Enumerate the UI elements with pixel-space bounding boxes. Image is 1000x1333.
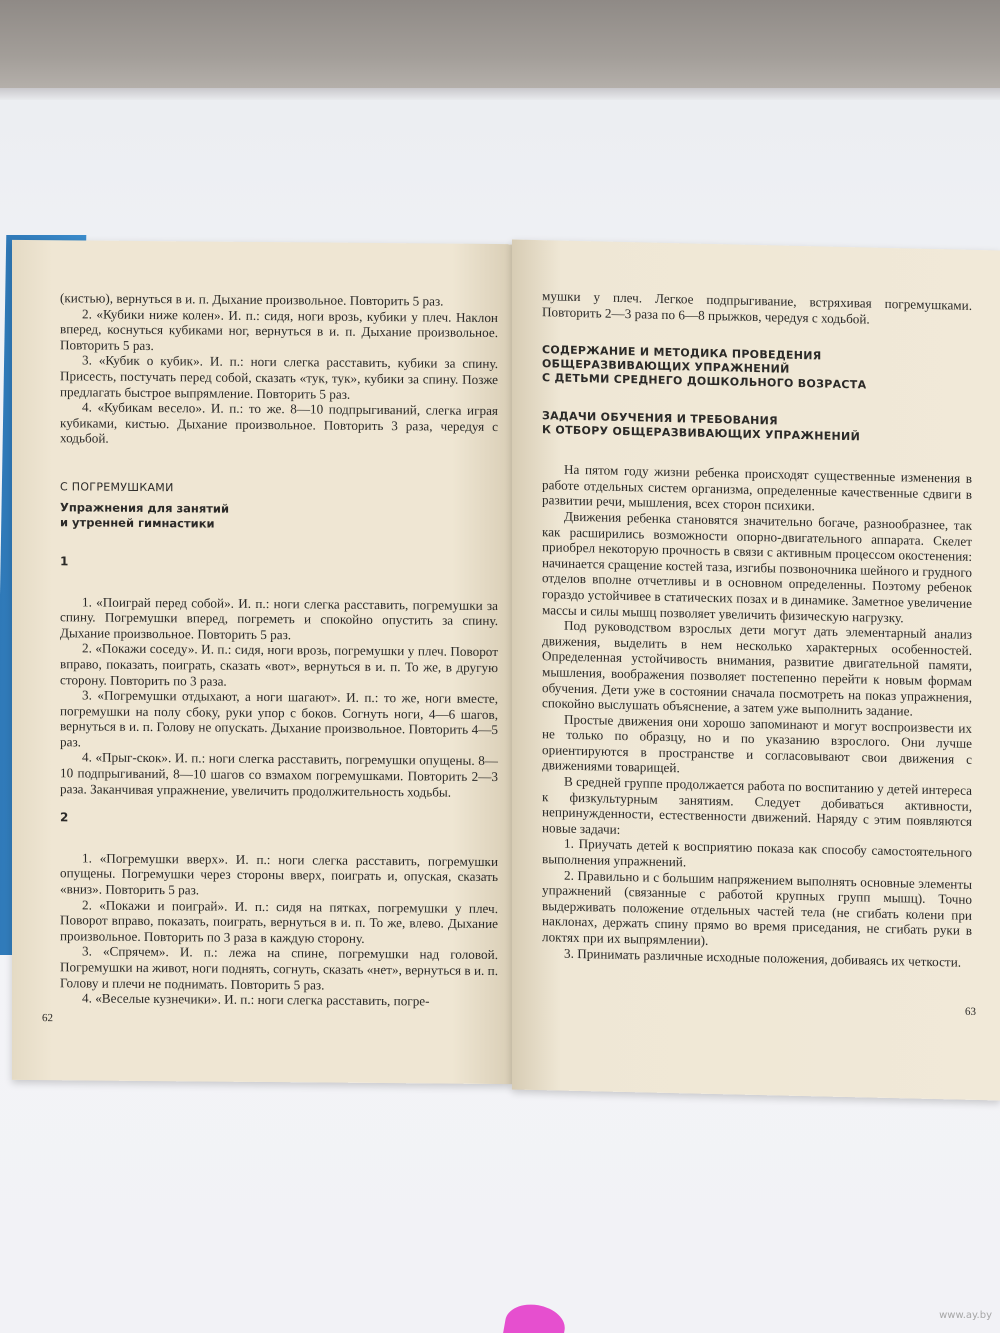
left-page-text: [60, 290, 498, 1010]
book-page-right: [512, 239, 1000, 1100]
left-paragraph: 2. «Покажи соседу». И. п.: сидя, ноги врозь, погремушки у плеч. Поворот вправо, показать, поиграть, сказать «вот», вернуться в и. п. То же, в другую сторону. Повторить по 3 раза.: [60, 640, 498, 689]
right-paragraph: 1. Приучать детей к восприятию показа как способу самостоятельного выполнения упражнений.: [542, 836, 972, 870]
book-page-left: [12, 240, 512, 1084]
left-paragraph: 4. «Веселые кузнечики». И. п.: ноги слегка расставить, погре-: [82, 990, 430, 1009]
section-heading-line: ЗАДАЧИ ОБУЧЕНИЯ И ТРЕБОВАНИЯ: [542, 409, 778, 428]
section-label: С ПОГРЕМУШКАМИ: [60, 480, 174, 495]
right-paragraph: На пятом году жизни ребенка происходят существенные изменения в работе отдельных систем организма, определенные качественные сдвиги в развитии речи, мышления, всех сторон психики.: [542, 461, 972, 514]
right-paragraph: 3. Принимать различные исходные положения, добиваясь их четкости.: [564, 945, 962, 970]
right-paragraph: В средней группе продолжается работа по воспитанию у детей интереса к физкультурным занятиям. Следует добиваться активности, непринужденности, естественности движений. Наряду с этим появляются новые задачи:: [542, 773, 972, 837]
left-paragraph: 3. «Спрячем». И. п.: лежа на спине, погремушки над головой. Погремушки на живот, ноги поднять, согнуть, сказать «нет», вернуться в и. п. Голову и плечи не поднимать. Повторить 5 раз.: [60, 943, 498, 993]
left-paragraph: 3. «Погремушки отдыхают, а ноги шагают». И. п.: то же, ноги вместе, погремушки на полу сбоку, руки упор с боков. Согнуть ноги, 4—6 шагов, вернуться в и. п. Голову не опускать. Дыхание произвольное. Повторить 4—5 раз.: [60, 687, 498, 750]
right-paragraph: Движения ребенка становятся значительно богаче, разнообразнее, так как расширились возможности опорно-двигательного аппарата. Скелет приобрел некоторую прочность в связи с активным процессом окостенения: начинается сращение костей таза, изгибы позвоночника шейного и грудного отделов вполне отчетливы и в основном определенны. Поэтому ребенок гораздо устойчивее в статических позах и в динамике. Заметное увеличение массы и силы мышц позволяет увеличить физическую нагрузку.: [542, 508, 972, 625]
left-paragraph: (кистью), вернуться в и. п. Дыхание произвольное. Повторить 5 раз.: [60, 290, 444, 309]
right-paragraph: Под руководством взрослых дети могут дать элементарный анализ движения, выделить в нем несколько характерных особенностей. Определенная устойчивость внимания, развитие двигательной памяти, мышления, воображения позволяет постепенно перейти к новым формам обучения. Дети уже в состоянии сначала посмотреть на показ упражнения, спокойно выслушать объяснение, а затем уже выполнить задание.: [542, 617, 972, 719]
right-page-text: [542, 288, 972, 970]
right-paragraph: мушки у плеч. Легкое подпрыгивание, встряхивая погремушками. Повторить 2—3 раза по 6—8 прыжков, чередуя с ходьбой.: [542, 288, 972, 327]
left-paragraph: 2. «Кубики ниже колен». И. п.: сидя, ноги врозь, кубики у плеч. Наклон вперед, коснуться кубиками ног, вернуться в и. п. Дыхание произвольное. Повторить 5 раз.: [60, 306, 498, 353]
page-number: 63: [965, 1005, 976, 1018]
chapter-heading-line: СОДЕРЖАНИЕ И МЕТОДИКА ПРОВЕДЕНИЯ: [542, 343, 822, 363]
exercise-set-number: 1: [60, 554, 69, 569]
watermark: www.ay.by: [939, 1310, 992, 1321]
chapter-heading-line: ОБЩЕРАЗВИВАЮЩИХ УПРАЖНЕНИЙ: [542, 357, 790, 376]
background-wall: [0, 0, 1000, 95]
chapter-heading-line: С ДЕТЬМИ СРЕДНЕГО ДОШКОЛЬНОГО ВОЗРАСТА: [542, 371, 867, 392]
page-number: 62: [42, 1012, 53, 1025]
exercise-set-number: 2: [60, 810, 69, 825]
subsection-heading-line: Упражнения для занятий: [60, 500, 230, 516]
left-paragraph: 4. «Прыг-скок». И. п.: ноги слегка расставить, погремушки опущены. 8—10 подпрыгиваний, 8—10 шагов со взмахом погремушками. Повторить 2—3 раза. Заканчивая упражнение, увеличить продолжительность ходьбы.: [60, 749, 498, 800]
left-paragraph: 1. «Поиграй перед собой». И. п.: ноги слегка расставить, погремушки за спину. Погремушки вперед, погреметь и спокойно опустить за спину. Дыхание произвольное. Повторить 5 раз.: [60, 593, 498, 642]
left-paragraph: 4. «Кубикам весело». И. п.: то же. 8—10 подпрыгиваний, слегка играя кубиками, кистью. Дыхание произвольное. Повторить 3 раза, чередуя с ходьбой.: [60, 399, 498, 447]
subsection-heading-line: и утренней гимнастики: [60, 515, 215, 531]
right-paragraph: Простые движения они хорошо запоминают и могут воспроизвести их не только по образцу, но и по указанию взрослого. Они лучше ориентируются в пространстве и согласовывают свои движения с движениями товарищей.: [542, 711, 972, 776]
right-paragraph: 2. Правильно и с большим напряжением выполнять основные элементы упражнений (связанные с работой крупных групп мышц). Точно выдерживать положение отдельных частей тела (не сгибать колени при наклонах, держать спину прямо во время приседания, не сгибать руки в локтях при их выпрямлении).: [542, 867, 972, 948]
left-paragraph: 3. «Кубик о кубик». И. п.: ноги слегка расставить, кубики за спину. Присесть, постучать перед собой, сказать «тук, тук», кубики за спину. Позже предлагать быстрое выпрямление. Повторить 5 раз.: [60, 352, 498, 402]
section-heading-line: К ОТБОРУ ОБЩЕРАЗВИВАЮЩИХ УПРАЖНЕНИЙ: [542, 423, 861, 444]
left-paragraph: 1. «Погремушки вверх». И. п.: ноги слегка расставить, погремушки опущены. Погремушки через стороны вверх, поиграть и, опуская, сказать «вниз». Повторить 5 раз.: [60, 850, 498, 898]
left-paragraph: 2. «Покажи и поиграй». И. п.: сидя на пятках, погремушки у плеч. Поворот вправо, показать, поиграть, вернуться в и. п. То же, влево. Дыхание произвольное. Повторить по 3 раза в каждую сторону.: [60, 897, 498, 946]
